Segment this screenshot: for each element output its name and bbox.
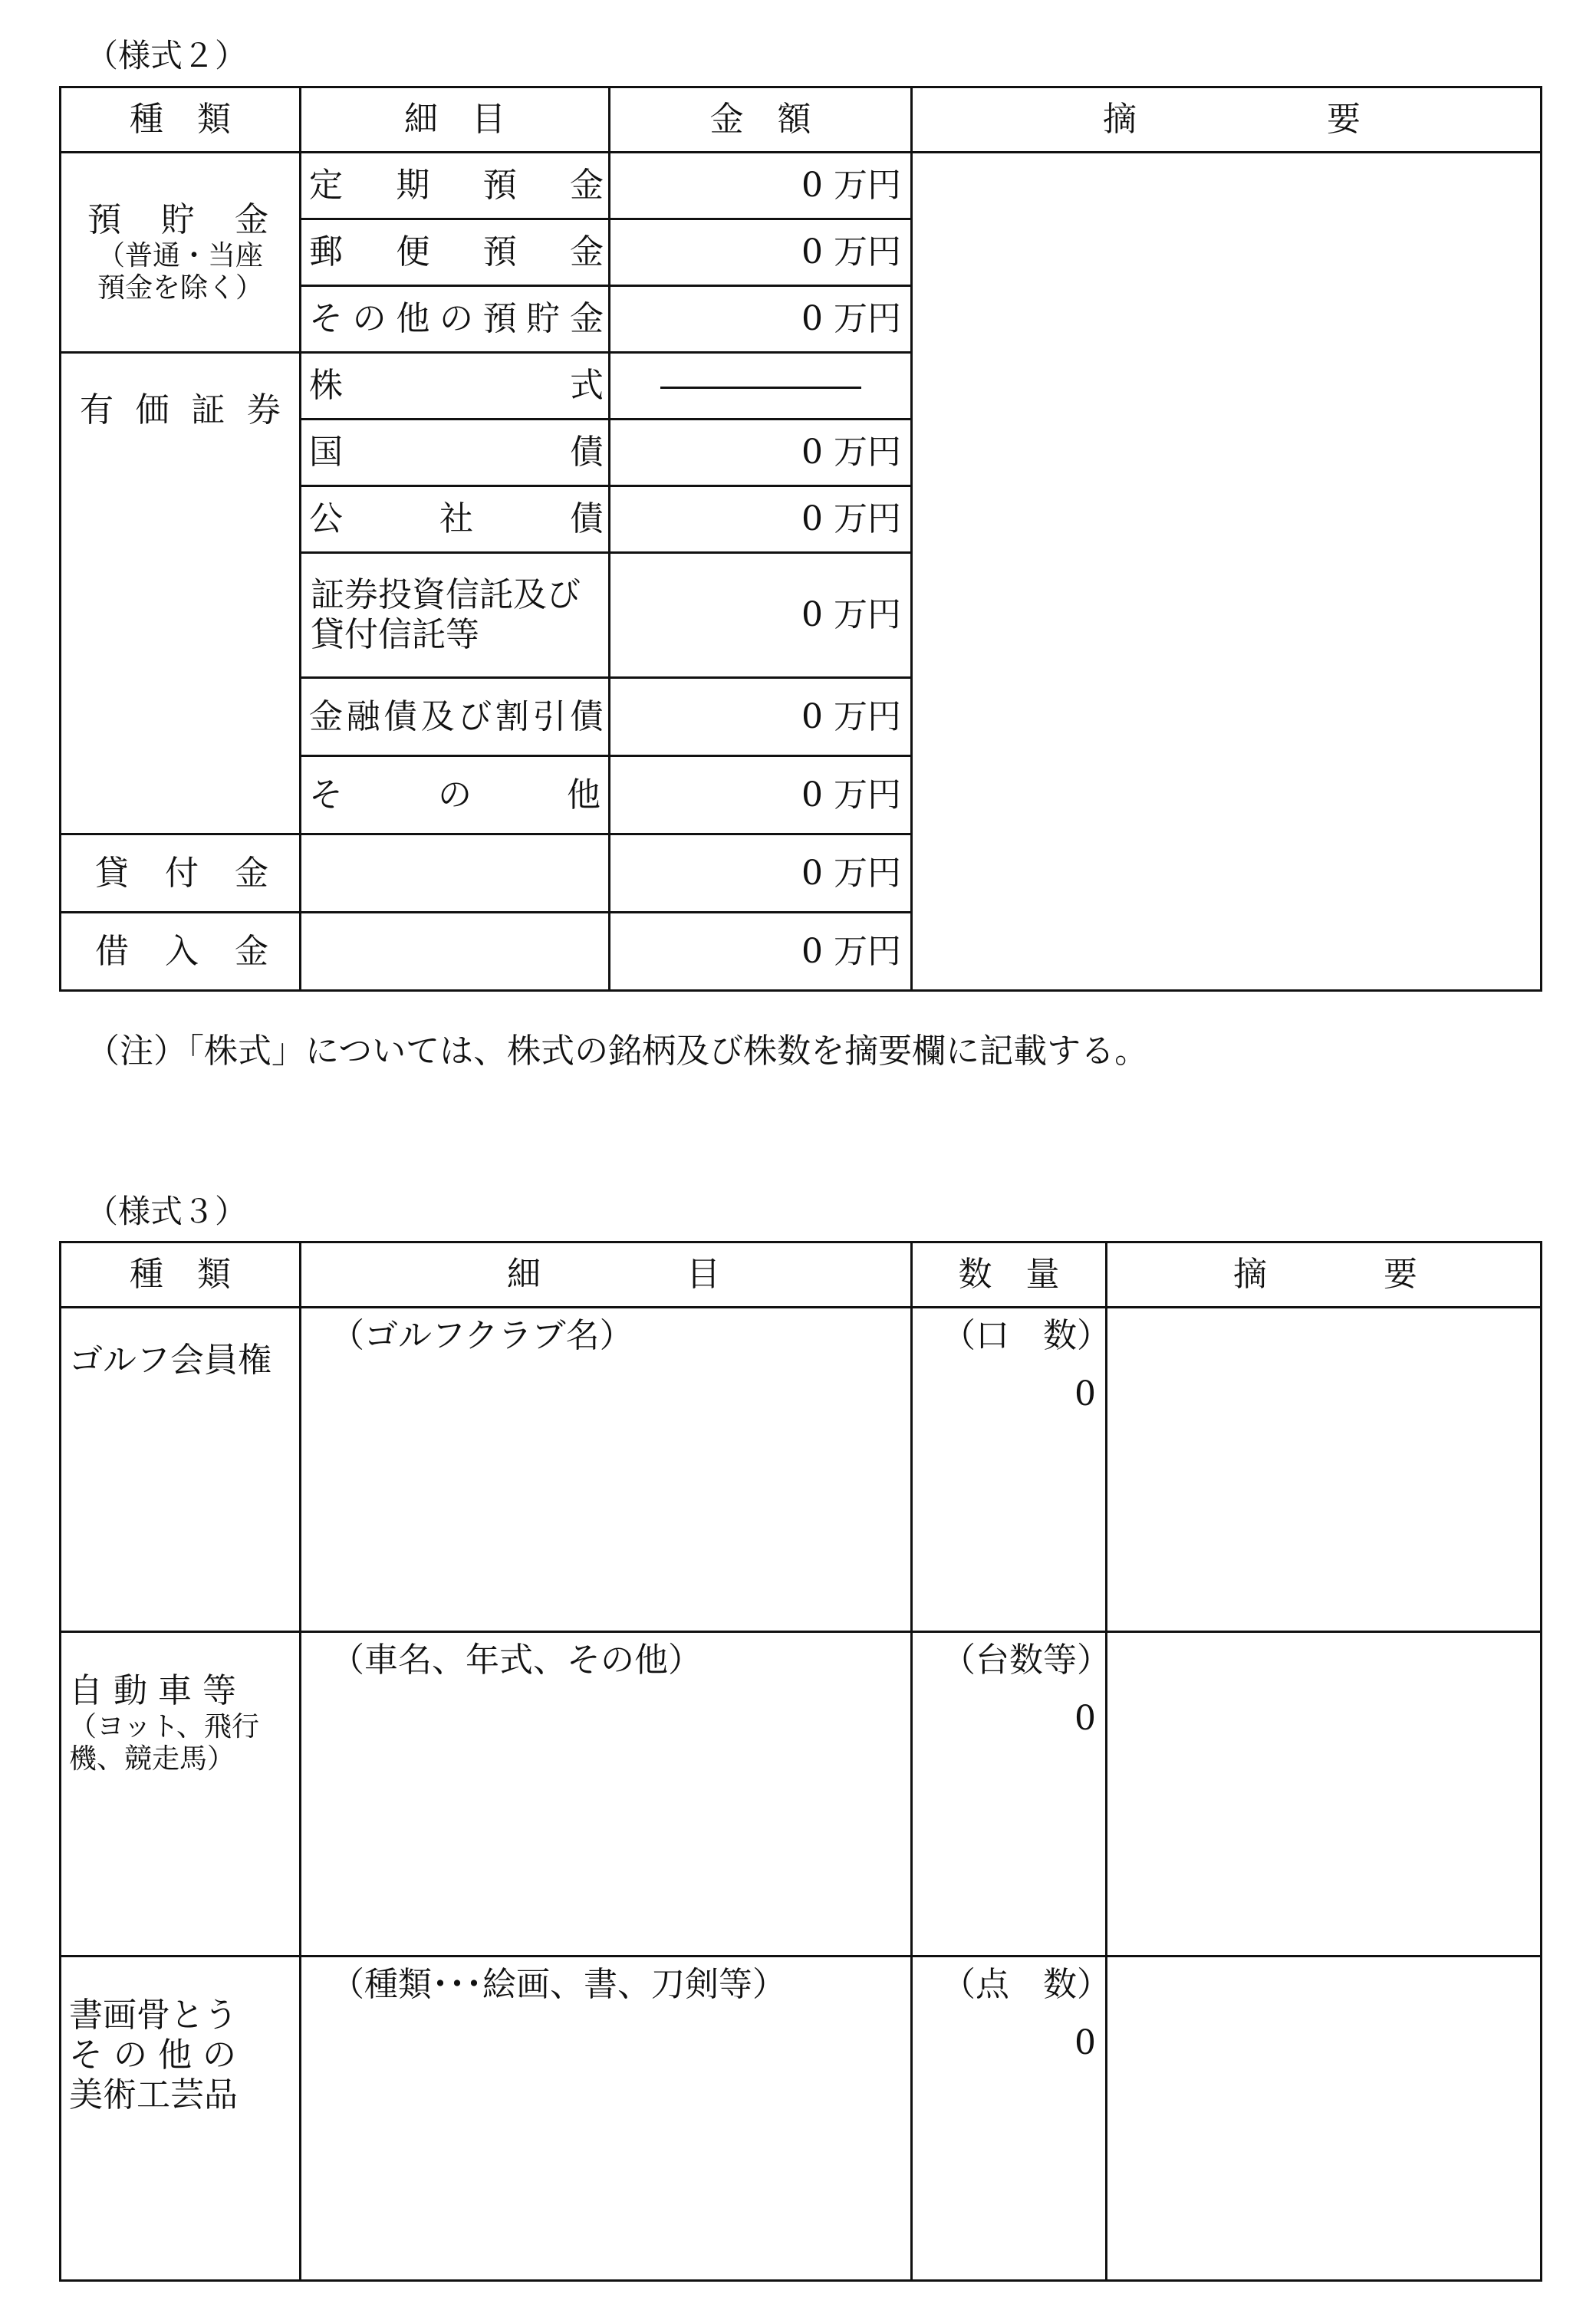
- qty-golf-value: 0: [1074, 1374, 1096, 1413]
- form3-label: （様式３）: [86, 1193, 248, 1230]
- detail-golf: （ゴルフクラブ名）: [301, 1308, 912, 1632]
- form3-header-qty: 数 量: [912, 1242, 1107, 1308]
- header-summary: [912, 87, 1542, 153]
- header-summary-right: 要: [1327, 100, 1361, 139]
- category-loans: 貸 付 金: [61, 834, 301, 913]
- detail-vehicles: （車名、年式、その他）: [301, 1632, 912, 1957]
- amount-loans: 0 万円: [610, 834, 912, 913]
- form3-header-detail: 細 目: [301, 1242, 912, 1308]
- category-borrowings: 借 入 金: [61, 913, 301, 991]
- amount-borrowings: 0 万円: [610, 913, 912, 991]
- form3-table: [59, 1241, 1542, 2282]
- detail-corporate-bond: 公 社 債: [301, 486, 610, 553]
- category-deposits: [61, 153, 301, 353]
- detail-time-deposit: 定 期 預 金: [301, 153, 610, 219]
- detail-govt-bond: 国 債: [301, 420, 610, 486]
- category-securities: 有 価 証 券: [61, 353, 301, 834]
- category-art: 書画骨とう そ の 他 の 美術工芸品: [61, 1957, 301, 2281]
- header-detail: 細 目: [301, 87, 610, 153]
- detail-stock: 株 式: [301, 353, 610, 420]
- detail-borrowings: [301, 913, 610, 991]
- qty-art: （点 数） 0: [912, 1957, 1107, 2281]
- amount-time-deposit: 0 万円: [610, 153, 912, 219]
- amount-financial-bond: 0 万円: [610, 678, 912, 756]
- header-type: 種 類: [61, 87, 301, 153]
- amount-securities-other: 0 万円: [610, 756, 912, 834]
- form3-header-summary: 摘 要: [1107, 1242, 1542, 1308]
- summary-vehicles: [1107, 1632, 1542, 1957]
- amount-corporate-bond: 0 万円: [610, 486, 912, 553]
- qty-golf: （口 数） 0: [912, 1308, 1107, 1632]
- deposits-note-2: 預金を除く）: [97, 272, 263, 304]
- form2-note: （注）「株式」については、株式の銘柄及び株数を摘要欄に記載する。: [86, 1032, 1149, 1071]
- category-golf: ゴルフ会員権: [61, 1308, 301, 1632]
- form2-table: [59, 86, 1542, 992]
- qty-vehicles-value: 0: [1074, 1699, 1096, 1738]
- summary-cell: [912, 153, 1542, 991]
- detail-investment-trust: 証券投資信託及び 貸付信託等: [301, 553, 610, 678]
- amount-postal-deposit: 0 万円: [610, 219, 912, 286]
- summary-art: [1107, 1957, 1542, 2281]
- detail-loans: [301, 834, 610, 913]
- detail-securities-other: そ の 他: [301, 756, 610, 834]
- detail-other-deposit: そ の 他 の 預 貯 金: [301, 286, 610, 353]
- stock-amount-dash: [660, 387, 861, 389]
- summary-golf: [1107, 1308, 1542, 1632]
- amount-govt-bond: 0 万円: [610, 420, 912, 486]
- amount-other-deposit: 0 万円: [610, 286, 912, 353]
- qty-art-value: 0: [1074, 2023, 1096, 2062]
- category-vehicles: 自 動 車 等 （ヨット、飛行 機、競走馬）: [61, 1632, 301, 1957]
- amount-investment-trust: 0 万円: [610, 553, 912, 678]
- form3-header-type: 種 類: [61, 1242, 301, 1308]
- deposits-title: 預 貯 金: [87, 200, 268, 239]
- form2-label: （様式２）: [86, 37, 248, 74]
- deposits-note-1: （普通・当座: [97, 240, 263, 272]
- amount-stock: [610, 353, 912, 420]
- header-summary-left: 摘: [1103, 100, 1137, 139]
- detail-financial-bond: 金 融 債 及 び 割 引 債: [301, 678, 610, 756]
- detail-art: （種類･･･絵画、書、刀剣等）: [301, 1957, 912, 2281]
- qty-vehicles: （台数等） 0: [912, 1632, 1107, 1957]
- detail-postal-deposit: 郵 便 預 金: [301, 219, 610, 286]
- header-amount: 金 額: [610, 87, 912, 153]
